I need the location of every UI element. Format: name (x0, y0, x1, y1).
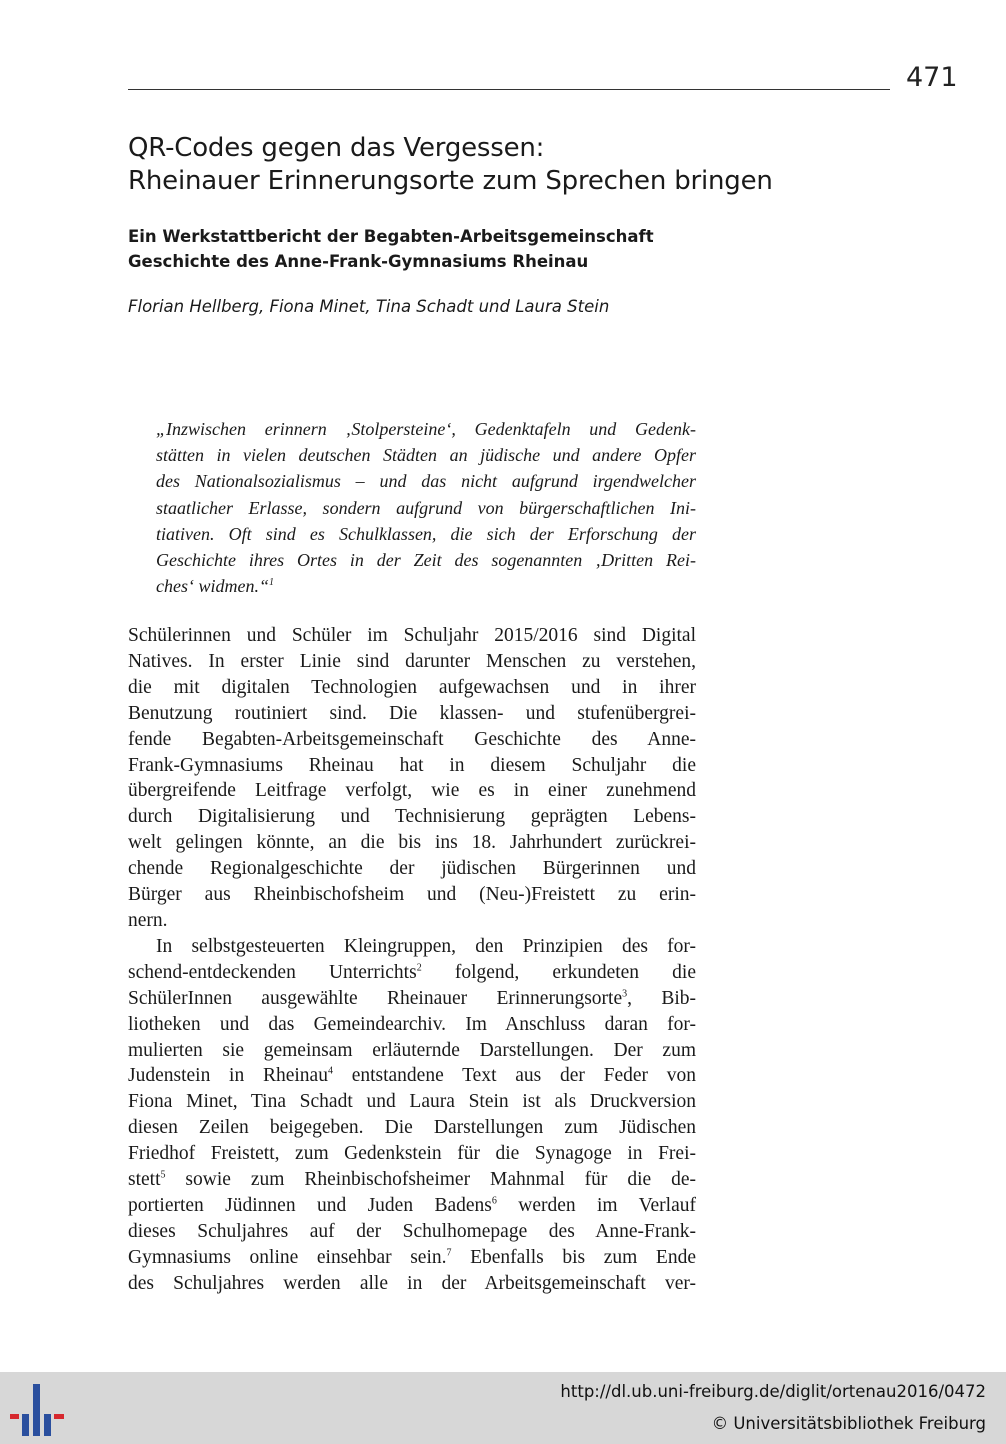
quote-text: ches‘ widmen.“ (156, 576, 269, 597)
footnote-marker: 1 (268, 577, 274, 589)
body-text-span: Judenstein in Rheinau (128, 1065, 328, 1087)
header-rule (128, 89, 890, 90)
footnote-marker: 5 (160, 1169, 166, 1181)
body-line: Bürger aus Rheinbischofsheim und (Neu-)Freistett zu erin- (128, 884, 696, 906)
body-text-span: Ebenfalls bis zum Ende (451, 1246, 696, 1268)
article-title (128, 132, 928, 198)
body-text-span: folgend, erkundeten die (421, 961, 697, 983)
body-line: Frank-Gymnasiums Rheinau hat in diesem Schuljahr die (128, 754, 696, 776)
body-line (128, 1167, 696, 1193)
footer-url-link[interactable]: http://dl.ub.uni-freiburg.de/diglit/ortenau2016/0472 (560, 1382, 986, 1401)
body-line: mulierten sie gemeinsam erläuternde Darstellungen. Der zum (128, 1039, 696, 1061)
body-line: übergreifende Leitfrage verfolgt, wie es in einer zunehmend (128, 780, 696, 802)
footnote-marker: 6 (491, 1195, 497, 1207)
quote-line: stätten in vielen deutschen Städten an jüdische und andere Opfer (156, 445, 696, 466)
epigraph-quote (156, 416, 696, 599)
body-line: Benutzung routiniert sind. Die klassen- und stufenübergrei- (128, 702, 696, 724)
body-text (128, 623, 696, 1297)
quote-line: staatlicher Erlasse, sondern aufgrund von bürgerschaftlichen Ini- (156, 497, 696, 518)
subtitle-line: Geschichte des Anne-Frank-Gymnasiums Rheinau (128, 252, 589, 271)
subtitle-line: Ein Werkstattbericht der Begabten-Arbeitsgemeinschaft (128, 227, 654, 246)
body-line: dieses Schuljahres auf der Schulhomepage des Anne-Frank- (128, 1220, 696, 1242)
body-line: Friedhof Freistett, zum Gedenkstein für die Synagoge in Frei- (128, 1143, 696, 1165)
body-text-span: portierten Jüdinnen und Juden Badens (128, 1194, 492, 1216)
body-text-span: , Bib- (627, 987, 696, 1009)
quote-line: tiativen. Oft sind es Schulklassen, die sich der Erforschung der (156, 523, 696, 544)
body-text-span: entstandene Text aus der Feder von (332, 1065, 696, 1087)
article-subtitle (128, 224, 888, 274)
body-line: des Schuljahres werden alle in der Arbeitsgemeinschaft ver- (128, 1272, 696, 1294)
quote-line: des Nationalsozialismus – und das nicht aufgrund irgendwelcher (156, 471, 696, 492)
body-text-span: stett (128, 1169, 161, 1191)
title-line: QR-Codes gegen das Vergessen: (128, 133, 545, 163)
footer-copyright: © Universitätsbibliothek Freiburg (711, 1414, 986, 1433)
body-line (128, 1063, 696, 1089)
body-line (128, 986, 696, 1012)
body-line: die mit digitalen Technologien aufgewachsen und in ihrer (128, 676, 696, 698)
body-text-span: schend-entdeckenden Unterrichts (128, 961, 417, 983)
body-line: durch Digitalisierung und Technisierung geprägten Lebens- (128, 806, 696, 828)
body-text-span: sowie zum Rheinbischofsheimer Mahnmal für die de- (165, 1169, 696, 1191)
title-line: Rheinauer Erinnerungsorte zum Sprechen bringen (128, 166, 773, 196)
body-line: diesen Zeilen beigegeben. Die Darstellungen zum Jüdischen (128, 1117, 696, 1139)
body-line: nern. (128, 909, 168, 931)
body-line: fende Begabten-Arbeitsgemeinschaft Geschichte des Anne- (128, 728, 696, 750)
footnote-marker: 4 (327, 1065, 333, 1077)
body-line (128, 1193, 696, 1219)
library-logo-icon (10, 1384, 66, 1436)
footnote-marker: 2 (416, 962, 422, 974)
body-line: Fiona Minet, Tina Schadt und Laura Stein ist als Druckversion (128, 1091, 696, 1113)
body-line: chende Regionalgeschichte der jüdischen Bürgerinnen und (128, 858, 696, 880)
body-line: Natives. In erster Linie sind darunter Menschen zu verstehen, (128, 650, 696, 672)
authors: Florian Hellberg, Fiona Minet, Tina Schadt und Laura Stein (128, 297, 610, 316)
body-line: Schülerinnen und Schüler im Schuljahr 2015/2016 sind Digital (128, 625, 696, 646)
quote-line: „Inzwischen erinnern ‚Stolpersteine‘, Gedenktafeln und Gedenk- (156, 419, 696, 439)
quote-line: Geschichte ihres Ortes in der Zeit des sogenannten ‚Dritten Rei- (156, 550, 696, 571)
quote-line (156, 573, 696, 599)
footnote-marker: 7 (446, 1247, 452, 1259)
body-text-span: Gymnasiums online einsehbar sein. (128, 1246, 447, 1268)
footer-bar (0, 1372, 1006, 1444)
footnote-marker: 3 (622, 988, 628, 1000)
body-line: In selbstgesteuerten Kleingruppen, den Prinzipien des for- (156, 935, 696, 957)
body-line (128, 1245, 696, 1271)
body-line (128, 960, 696, 986)
page-number: 471 (906, 62, 958, 93)
body-line: welt gelingen könnte, an die bis ins 18. Jahrhundert zurückrei- (128, 832, 696, 854)
body-text-span: SchülerInnen ausgewählte Rheinauer Erinnerungsorte (128, 987, 623, 1009)
body-line: liotheken und das Gemeindearchiv. Im Anschluss daran for- (128, 1013, 696, 1035)
body-text-span: werden im Verlauf (496, 1194, 696, 1216)
